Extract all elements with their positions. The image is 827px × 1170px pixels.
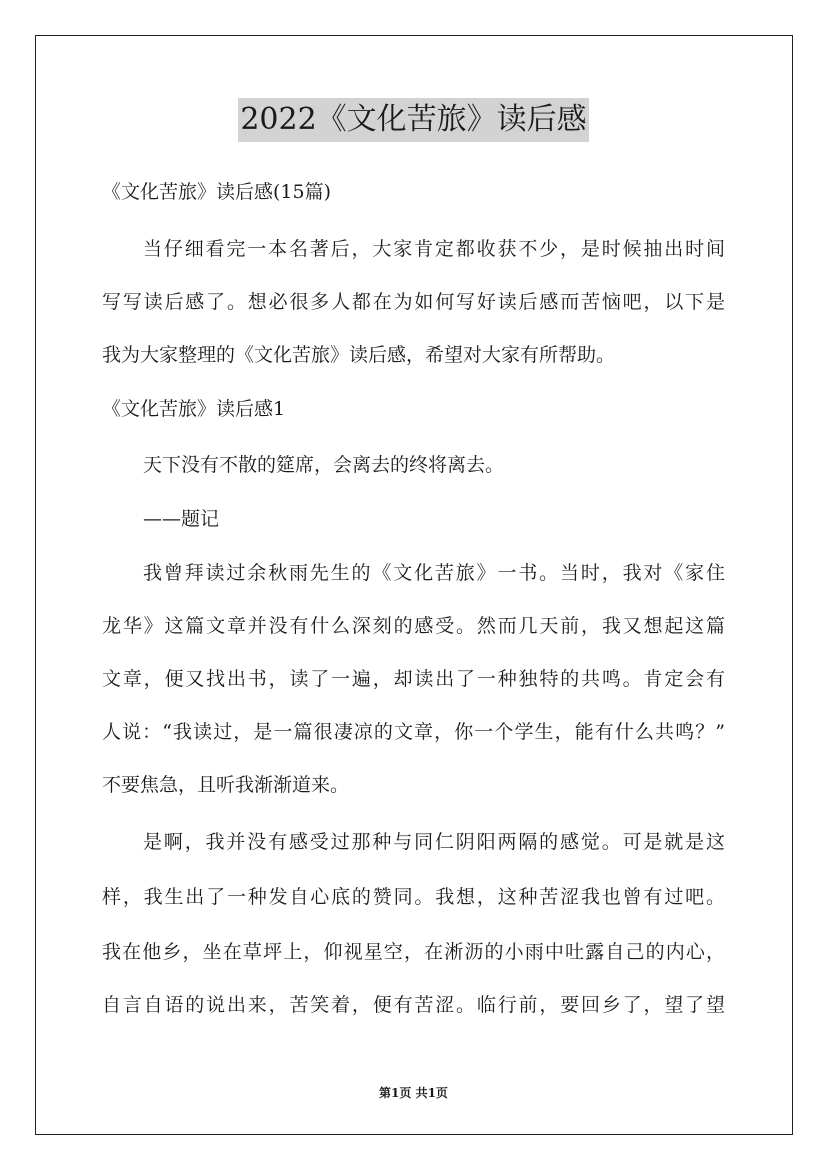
paragraph-line: 我在他乡，坐在草坪上，仰视星空，在淅沥的小雨中吐露自己的内心， (102, 941, 725, 963)
paragraph-line: 是啊，我并没有感受过那种与同仁阴阳两隔的感觉。可是就是这 (143, 831, 725, 853)
title-container (0, 98, 827, 142)
paragraph-line: 当仔细看完一本名著后，大家肯定都收获不少，是时候抽出时间 (143, 238, 725, 260)
paragraph-line: 自言自语的说出来，苦笑着，便有苦涩。临行前，要回乡了，望了望 (102, 994, 725, 1016)
paragraph-line: 我曾拜读过余秋雨先生的《文化苦旅》一书。当时，我对《家住 (143, 562, 725, 584)
quote-line: 天下没有不散的筵席，会离去的终将离去。 (143, 454, 505, 476)
subtitle-line: 《文化苦旅》读后感(15篇) (102, 181, 332, 203)
paragraph-line: 样，我生出了一种发自心底的赞同。我想，这种苦涩我也曾有过吧。 (102, 886, 725, 908)
paragraph-line: 龙华》这篇文章并没有什么深刻的感受。然而几天前，我又想起这篇 (102, 615, 725, 637)
epigraph-attribution: ——题记 (143, 508, 220, 530)
section-heading: 《文化苦旅》读后感1 (102, 398, 286, 420)
paragraph-line: 人说：“我读过，是一篇很凄凉的文章，你一个学生，能有什么共鸣？” (102, 721, 725, 743)
page-footer: 第1页 共1页 (379, 1086, 448, 1100)
document-title: 2022《文化苦旅》读后感 (238, 98, 588, 142)
paragraph-line: 我为大家整理的《文化苦旅》读后感，希望对大家有所帮助。 (102, 344, 616, 366)
paragraph-line: 写写读后感了。想必很多人都在为如何写好读后感而苦恼吧，以下是 (102, 291, 725, 313)
paragraph-line: 文章，便又找出书，读了一遍，却读出了一种独特的共鸣。肯定会有 (102, 668, 725, 690)
paragraph-line: 不要焦急，且听我渐渐道来。 (102, 774, 350, 796)
